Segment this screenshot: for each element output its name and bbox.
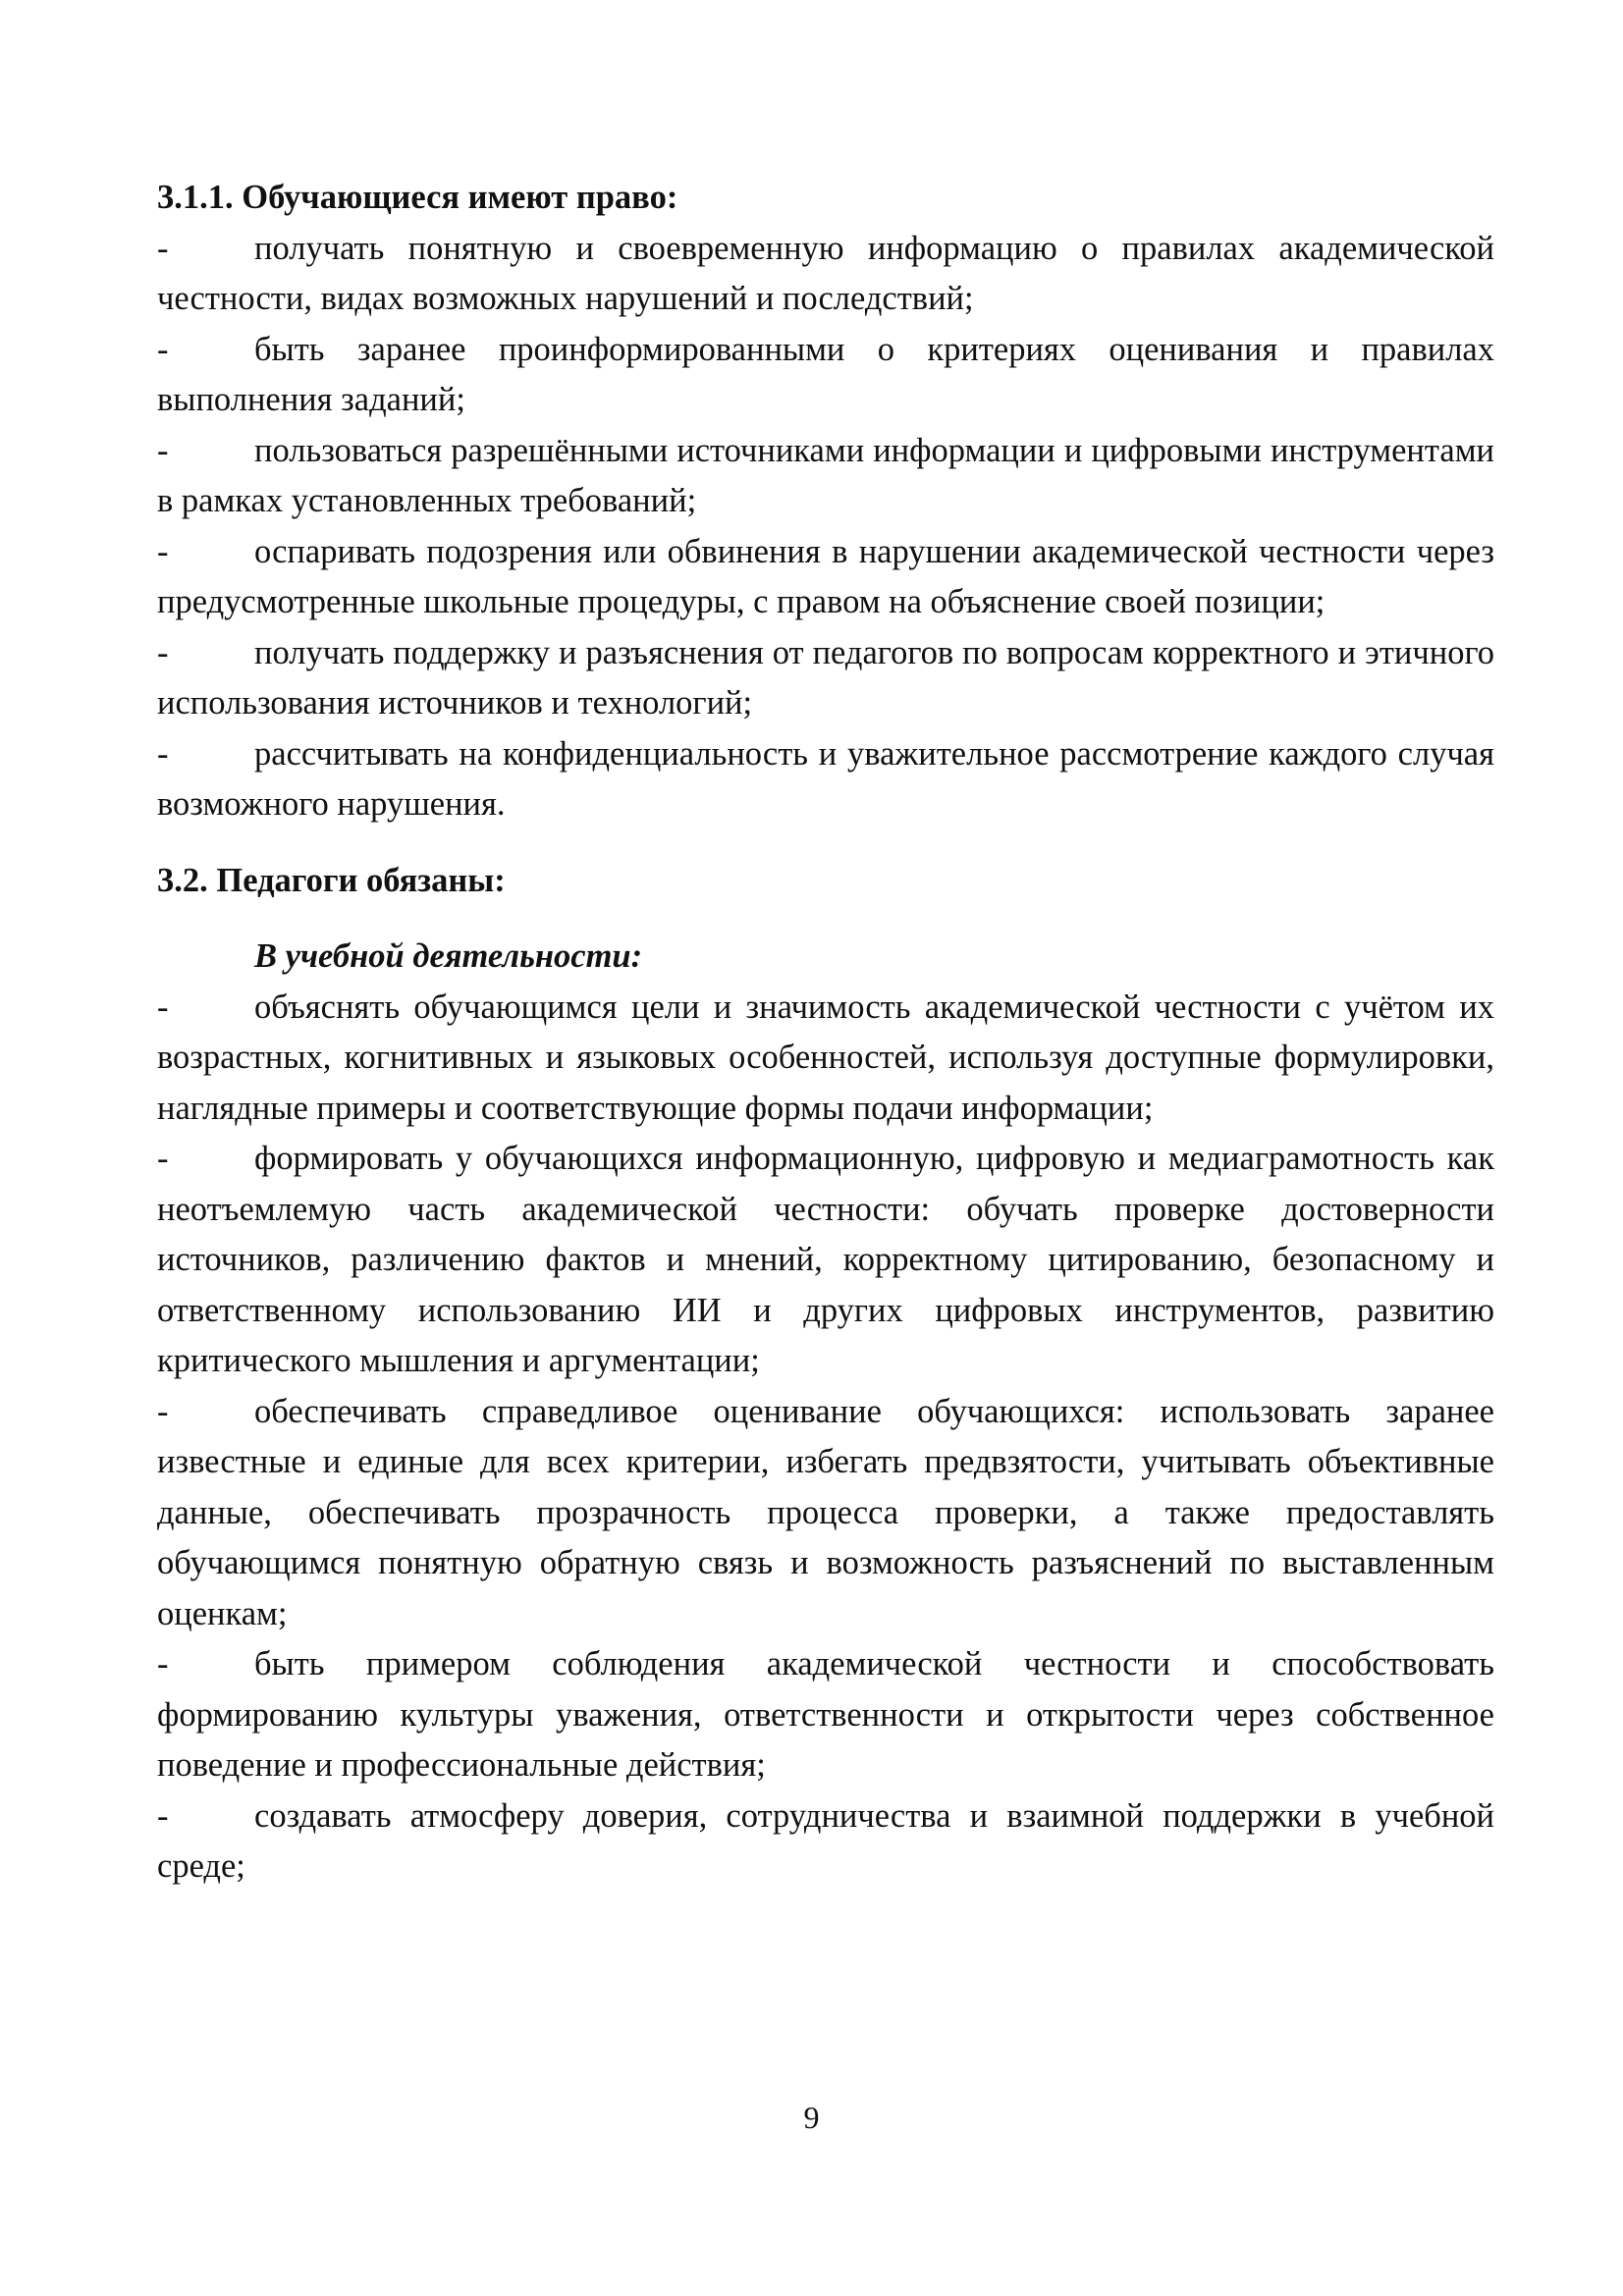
section-3-2 — [157, 856, 1494, 1893]
dash-marker: - — [157, 734, 169, 773]
list-item — [157, 1639, 1494, 1791]
dash-marker: - — [157, 1645, 169, 1682]
dash-marker: - — [157, 330, 169, 368]
list-item-text: оспаривать подозрения или обвинения в нарушении академической честности через предусмотренные школьные процедуры, с правом на объяснение своей позиции; — [157, 532, 1494, 620]
dash-marker: - — [157, 1140, 169, 1177]
list-item-text: быть заранее проинформированными о критериях оценивания и правилах выполнения заданий; — [157, 330, 1494, 418]
list-item-text: формировать у обучающихся информационную, цифровую и медиаграмотность как неотъемлемую часть академической честности: обучать проверке достоверности источников, различению фактов и мнений, корректному цитированию, безопасному и ответственному использованию ИИ и других цифровых инструментов, развитию критического мышления и аргументации; — [157, 1140, 1494, 1379]
page-number: 9 — [803, 2100, 820, 2135]
dash-marker: - — [157, 532, 169, 570]
list-item-text: обеспечивать справедливое оценивание обучающихся: использовать заранее известные и единые для всех критерии, избегать предвзятости, учитывать объективные данные, обеспечивать прозрачность процесса проверки, а также предоставлять обучающимся понятную обратную связь и возможность разъяснений по выставленным оценкам; — [157, 1392, 1494, 1632]
dash-marker: - — [157, 229, 169, 267]
list-item — [157, 1387, 1494, 1640]
dash-marker: - — [157, 431, 169, 469]
list-item-text: пользоваться разрешёнными источниками информации и цифровыми инструментами в рамках установленных требований; — [157, 431, 1494, 519]
list-item — [157, 1791, 1494, 1893]
list-item — [157, 426, 1494, 527]
list-item-text: получать поддержку и разъяснения от педагогов по вопросам корректного и этичного использования источников и технологий; — [157, 633, 1494, 721]
section-heading: 3.2. Педагоги обязаны: — [157, 861, 506, 899]
dash-marker: - — [157, 633, 169, 671]
list-item — [157, 983, 1494, 1135]
section-subheading: В учебной деятельности: — [254, 937, 643, 975]
list-item — [157, 729, 1494, 830]
list-item — [157, 527, 1494, 628]
rights-list — [157, 224, 1494, 830]
list-item-text: объяснять обучающимся цели и значимость академической честности с учётом их возрастных, когнитивных и языковых особенностей, используя доступные формулировки, наглядные примеры и соответствующие формы подачи информации; — [157, 988, 1494, 1127]
section-heading: 3.1.1. Обучающиеся имеют право: — [157, 179, 678, 216]
list-item-text: рассчитывать на конфиденциальность и уважительное рассмотрение каждого случая возможного нарушения. — [157, 734, 1494, 823]
list-item — [157, 325, 1494, 426]
section-3-1-1 — [157, 173, 1494, 830]
list-item-text: получать понятную и своевременную информацию о правилах академической честности, видах возможных нарушений и последствий; — [157, 229, 1494, 317]
dash-marker: - — [157, 1796, 169, 1835]
dash-marker: - — [157, 988, 169, 1026]
list-item — [157, 224, 1494, 325]
page-content — [157, 173, 1494, 1893]
list-item-text: создавать атмосферу доверия, сотрудничества и взаимной поддержки в учебной среде; — [157, 1796, 1494, 1885]
dash-marker: - — [157, 1392, 169, 1430]
duties-list — [157, 983, 1494, 1893]
list-item — [157, 628, 1494, 729]
list-item-text: быть примером соблюдения академической честности и способствовать формированию культуры уважения, ответственности и открытости через собственное поведение и профессиональные действия; — [157, 1645, 1494, 1784]
list-item — [157, 1134, 1494, 1387]
